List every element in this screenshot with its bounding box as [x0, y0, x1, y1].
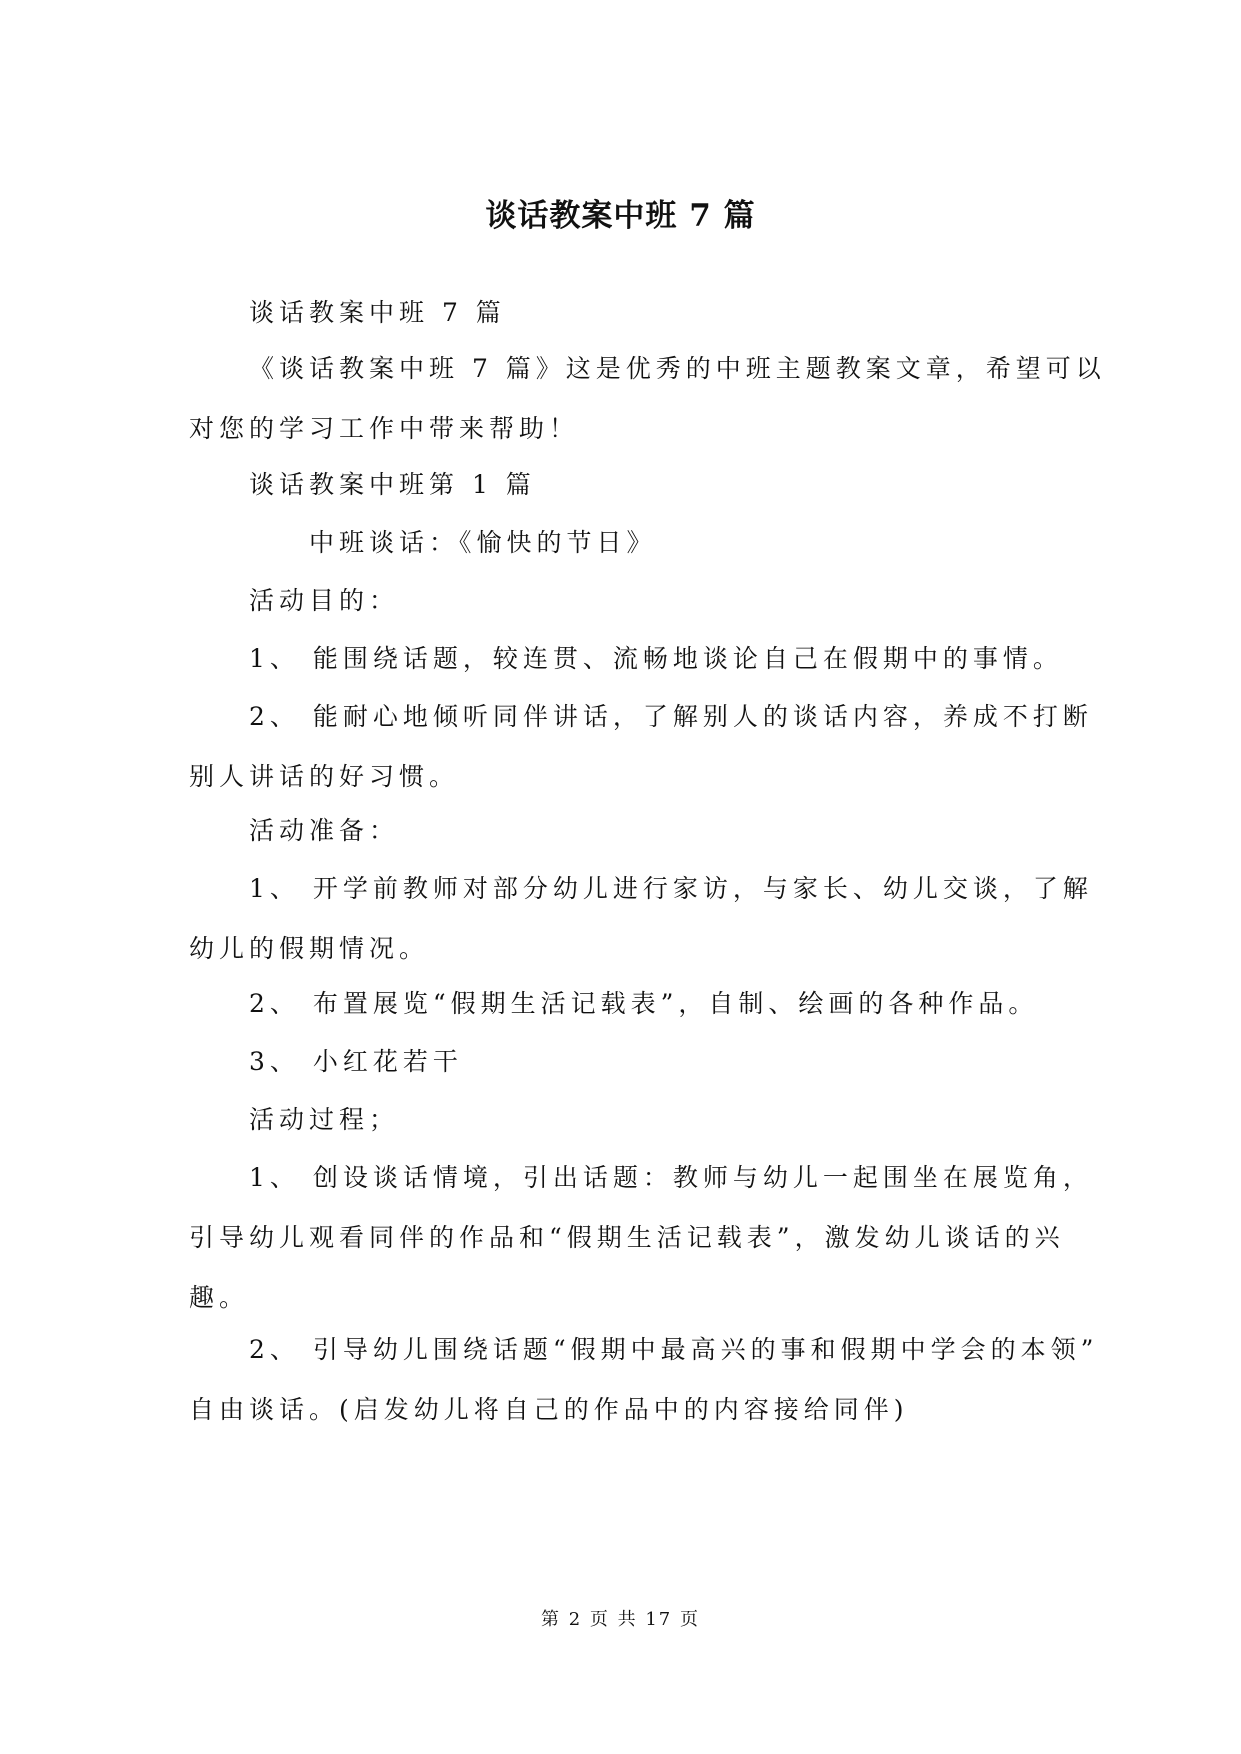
- paragraph-line: 1、 创设谈话情境，引出话题：教师与幼儿一起围坐在展览角，: [249, 1163, 1093, 1192]
- paragraph-goal-2: [189, 687, 1093, 807]
- paragraph-prep-3: [189, 1032, 1069, 1092]
- document-title: 谈话教案中班 7 篇: [485, 198, 756, 234]
- paragraph-label-goals: [189, 571, 1069, 631]
- paragraph-line: 中班谈话：《愉快的节日》: [309, 528, 657, 557]
- paragraph-prep-1: [189, 859, 1093, 979]
- paragraph-line: 谈话教案中班 7 篇: [249, 298, 506, 327]
- paragraph-subtitle: [189, 513, 1069, 573]
- paragraph-line: 引导幼儿观看同伴的作品和“假期生活记载表”，激发幼儿谈话的兴: [189, 1223, 1065, 1252]
- paragraph-line: 活动过程；: [249, 1105, 400, 1134]
- paragraph-heading: [189, 283, 1069, 343]
- paragraph-line: 1、 能围绕话题，较连贯、流畅地谈论自己在假期中的事情。: [249, 644, 1063, 673]
- paragraph-line: 2、 引导幼儿围绕话题“假期中最高兴的事和假期中学会的本领”: [249, 1335, 1099, 1364]
- paragraph-line: 谈话教案中班第 1 篇: [249, 470, 536, 499]
- page-footer: 第 2 页 共 17 页: [541, 1609, 700, 1630]
- paragraph-section-heading: [189, 455, 1069, 515]
- paragraph-line: 对您的学习工作中带来帮助！: [189, 414, 580, 443]
- paragraph-line: 活动目的：: [249, 586, 400, 615]
- paragraph-goal-1: [189, 629, 1069, 689]
- paragraph-line: 自由谈话。(启发幼儿将自己的作品中的内容接给同伴): [189, 1395, 909, 1424]
- paragraph-line: 幼儿的假期情况。: [189, 934, 430, 963]
- paragraph-process-2: [189, 1320, 1099, 1440]
- paragraph-label-process: [189, 1090, 1069, 1150]
- paragraph-label-prep: [189, 801, 1069, 861]
- paragraph-line: 2、 能耐心地倾听同伴讲话，了解别人的谈话内容，养成不打断: [249, 702, 1093, 731]
- paragraph-line: 活动准备：: [249, 816, 400, 845]
- paragraph-line: 2、 布置展览“假期生活记载表”，自制、绘画的各种作品。: [249, 989, 1039, 1018]
- paragraph-prep-2: [189, 974, 1069, 1034]
- paragraph-line: 趣。: [189, 1283, 250, 1312]
- paragraph-line: 别人讲话的好习惯。: [189, 762, 460, 791]
- paragraph-line: 3、 小红花若干: [249, 1047, 463, 1076]
- paragraph-line: 1、 开学前教师对部分幼儿进行家访，与家长、幼儿交谈，了解: [249, 874, 1093, 903]
- paragraph-intro: [189, 339, 1106, 459]
- paragraph-process-1: [189, 1148, 1093, 1328]
- paragraph-line: 《谈话教案中班 7 篇》这是优秀的中班主题教案文章，希望可以: [249, 354, 1106, 383]
